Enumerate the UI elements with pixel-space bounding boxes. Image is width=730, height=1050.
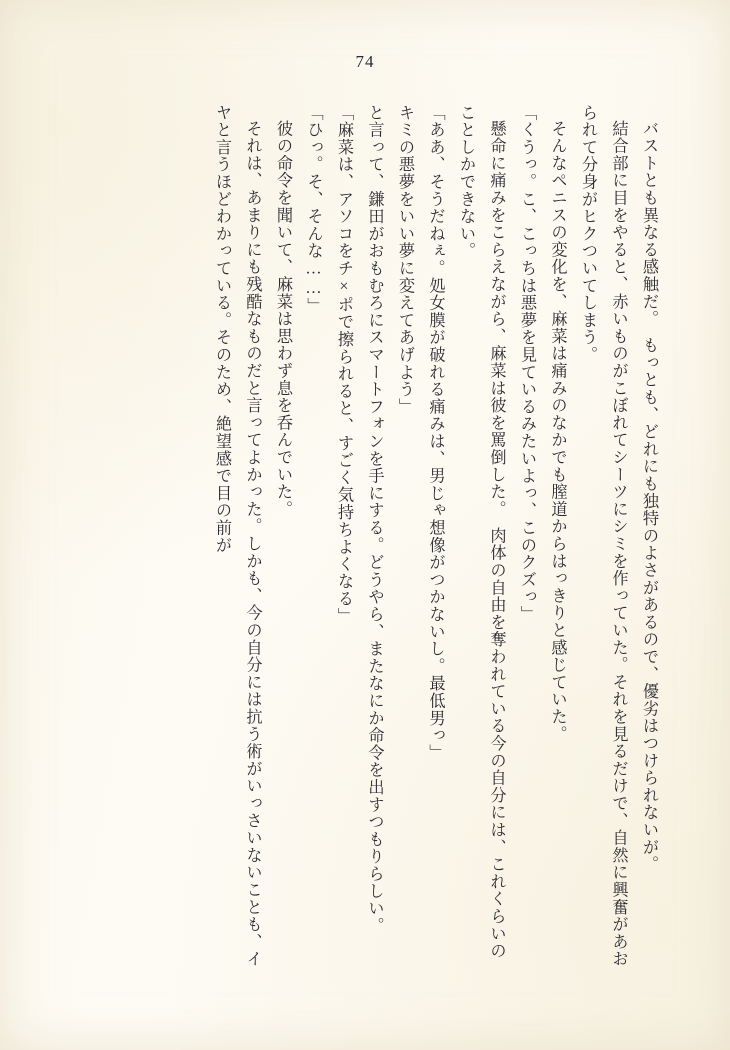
paragraph: バストとも異なる感触だ。 もっとも、どれにも独特のよさがあるので、優劣はつけられないが。 [640, 120, 658, 874]
paragraph: 「ひっ。そ、そんな……」 [304, 104, 323, 316]
paragraph: 「くうっ。こ、こっちは悪夢を見ているみたいよっ、このクズっ」 [518, 104, 536, 623]
body-text-vertical [64, 104, 664, 974]
paragraph: 懸命に痛みをこらえながら、麻菜は彼を罵倒した。 肉体の自由を奪われている今の自分には、これくらいのことしかできない。 [457, 104, 506, 960]
paragraph: と言って、鎌田がおもむろにスマートフォンを手にする。どうやら、またなにか命令を出すつもりらしい。 [365, 104, 384, 935]
paragraph: それは、あまりにも残酷なものだと言ってよかった。しかも、今の自分には抗う術がいっさいないことも、イヤと言うほどわかっている。そのため、絶望感で目の前が [213, 104, 262, 968]
paragraph: 「麻菜は、アソコをチ×ポで擦られると、すごく気持ちよくなる」 [335, 104, 353, 625]
paragraph: 結合部に目をやると、赤いものがこぼれてシーツにシミを作っていた。それを見るだけで、自然に興奮があおられて分身がヒクついてしまう。 [579, 104, 628, 968]
paragraph: 彼の命令を聞いて、麻菜は思わず息を呑んでいた。 [274, 120, 292, 519]
paragraph: キミの悪夢をいい夢に変えてあげよう」 [396, 104, 414, 416]
paragraph: 「ああ、そうだねぇ。処女膜が破れる痛みは、男じゃ想像がつかないし。最低男っ」 [426, 104, 445, 762]
paragraph: そんなペニスの変化を、麻菜は痛みのなかでも膣道からはっきりと感じていた。 [548, 120, 567, 743]
page-number: 74 [355, 52, 375, 71]
